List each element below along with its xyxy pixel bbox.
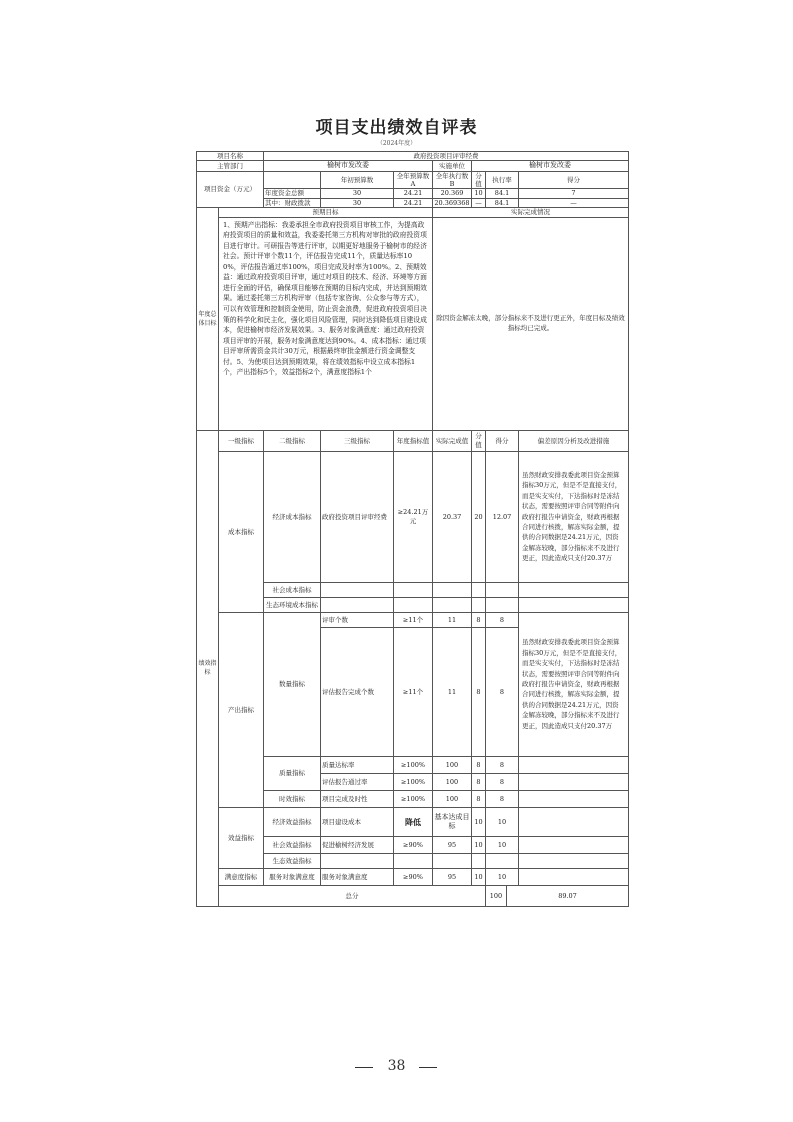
output-time-score: 8 (472, 790, 486, 807)
impl-label: 实施单位 (433, 161, 472, 171)
benefit-social-actual: 95 (433, 836, 472, 853)
output-quality-actual: 100 (433, 756, 472, 773)
output-time-actual: 100 (433, 790, 472, 807)
funds-row-exec: 20.369 (433, 189, 472, 198)
benefit-l1: 效益指标 (219, 807, 264, 868)
row-project-name (197, 152, 629, 161)
benefit-econ-annual: 降低 (394, 807, 433, 836)
output-quality-l3: 质量达标率 (321, 756, 394, 773)
row-department (197, 161, 629, 171)
output-time-l3: 项目完成及时性 (321, 790, 394, 807)
satisfaction-points: 10 (486, 868, 519, 885)
goals-expected-text: 1、预期产出指标：我委承担全市政府投资项目审核工作，为提高政府投资项目的质量和效益，我委委托第三方机构对审批的政府投资项目进行审计。可研报告等进行评审，以期更好地服务于榆树市的经济社会。预计评审个数11个，评估报告完成11个，质量达标率100%，评估报告通过率100%，项目完成及时率为100%。2、预期效益：通过政府投资项目评审，通过对项目的技术、经济、环境等方面进行全面的评估，确保项目能够在预期的目标内完成，并达到预期效果。通过委托第三方机构评审（包括专家咨询、公众参与等方式），可以有效管理和控制资金使用，防止资金浪费，促进政府投资项目决策的科学化和民主化，强化项目风险管理，同时达到降低项目建设成本，促进榆树市经济发展效果。3、服务对象满意度：通过政府投资项目评审的开展，服务对象满意度达到90%。4、成本指标：通过项目评审所需资金共计30万元，根据最终审批金额进行资金调整支付。5、为使项目达到预期效果，将在绩效指标中设立成本指标1个，产出指标5个，效益指标2个，满意度指标1个 (219, 217, 433, 430)
output-qty-score: 8 (472, 627, 486, 756)
satisfaction-l1: 满意度指标 (219, 868, 264, 885)
output-time-l2: 时效指标 (264, 790, 321, 807)
col-points: 得分 (486, 430, 519, 451)
output-time-annual: ≥100% (394, 790, 433, 807)
row-goals-body (197, 217, 629, 430)
dept-value: 榆树市发改委 (264, 161, 433, 171)
output-quality-points: 8 (486, 773, 519, 790)
cost-econ-actual: 20.37 (433, 451, 472, 582)
output-time-points: 8 (486, 790, 519, 807)
row-benefit-econ (197, 807, 629, 836)
benefit-econ-l3: 项目建设成本 (321, 807, 394, 836)
project-name-value: 政府投资项目评审经费 (264, 152, 629, 161)
row-satisfaction (197, 868, 629, 885)
col-score: 分值 (472, 430, 486, 451)
satisfaction-l2: 服务对象满意度 (264, 868, 321, 885)
funds-row-name: 年度资金总额 (264, 189, 321, 198)
funds-label: 项目资金（万元） (197, 171, 264, 208)
cost-econ-l3: 政府投资项目评审经费 (321, 451, 394, 582)
total-score: 100 (486, 885, 507, 906)
output-quality-annual: ≥100% (394, 773, 433, 790)
output-qty-l3: 评估报告完成个数 (321, 627, 394, 756)
output-quality-l3: 评估报告通过率 (321, 773, 394, 790)
col-l2: 二级指标 (264, 430, 321, 451)
cost-reason: 虽然财政安排我委此项目资金预算指标30万元，但是不是直接支付，而是实支实付，下达指标时是冻结状态，需要按照评审合同等附件向政府打报告申请资金，财政再根据合同进行核拨，解冻实际金额，提供的合同数据是24.21万元，因资金解冻较晚，部分指标来不及进行更正，因此造成只支付20.37万 (519, 451, 629, 582)
indicators-label: 绩效指标 (197, 430, 219, 906)
cost-econ-annual: ≥24.21万元 (394, 451, 433, 582)
cost-econ-l2: 经济成本指标 (264, 451, 321, 582)
funds-row-score: 10 (472, 189, 486, 198)
output-qty-actual: 11 (433, 627, 472, 756)
total-points: 89.07 (507, 885, 629, 906)
output-reason: 虽然财政安排我委此项目资金预算指标30万元，但是不是直接支付，而是实支实付，下达指标时是冻结状态，需要按照评审合同等附件向政府打报告申请资金，财政再根据合同进行核拨，解冻实际金额，提供的合同数据是24.21万元，因资金解冻较晚，部分指标来不及进行更正，因此造成只支付20.37万 (519, 612, 629, 756)
benefit-econ-actual: 基本达成目标 (433, 807, 472, 836)
dept-label: 主管部门 (197, 161, 264, 171)
satisfaction-annual: ≥90% (394, 868, 433, 885)
benefit-social-score: 10 (472, 836, 486, 853)
cost-econ-points: 12.07 (486, 451, 519, 582)
col-reason: 偏差原因分析及改进措施 (519, 430, 629, 451)
col-annual: 年度指标值 (394, 430, 433, 451)
output-qty-points: 8 (486, 612, 519, 627)
funds-row-exec: 20.369368 (434, 198, 470, 207)
row-output-qty-1 (197, 612, 629, 627)
satisfaction-actual: 95 (433, 868, 472, 885)
output-qty-annual: ≥11个 (394, 627, 433, 756)
funds-row-name: 其中：财政拨款 (264, 198, 321, 207)
benefit-econ-score: 10 (472, 807, 486, 836)
output-qty-l2: 数量指标 (264, 612, 321, 756)
impl-value: 榆树市发改委 (472, 161, 629, 171)
satisfaction-score: 10 (472, 868, 486, 885)
funds-col-score: 分值 (472, 171, 486, 189)
evaluation-table-wrapper (196, 151, 628, 907)
cost-l1: 成本指标 (219, 451, 264, 612)
row-cost-econ (197, 451, 629, 582)
cost-social-l2: 社会成本指标 (264, 582, 321, 597)
benefit-social-l2: 社会效益指标 (264, 836, 321, 853)
benefit-social-l3: 促进榆树经济发展 (321, 836, 394, 853)
goals-expected-label: 预期目标 (219, 208, 433, 217)
output-qty-l3: 评审个数 (321, 612, 394, 627)
output-quality-score: 8 (472, 756, 486, 773)
funds-col-points: 得分 (519, 171, 629, 189)
page-number: 38 (387, 1058, 406, 1074)
goals-label: 年度总体目标 (197, 208, 219, 430)
benefit-eco-l2: 生态效益指标 (264, 853, 321, 868)
benefit-econ-points: 10 (486, 807, 519, 836)
row-indicator-header (197, 430, 629, 451)
satisfaction-l3: 服务对象满意度 (321, 868, 394, 885)
output-quality-l2: 质量指标 (264, 756, 321, 790)
cost-econ-score: 20 (472, 451, 486, 582)
output-quality-actual: 100 (433, 773, 472, 790)
benefit-social-points: 10 (486, 836, 519, 853)
row-total (197, 885, 629, 906)
funds-col-full: 全年预算数A (394, 171, 433, 189)
col-l1: 一级指标 (219, 430, 264, 451)
funds-row-annual: 30 (321, 198, 394, 207)
project-name-label: 项目名称 (197, 152, 264, 161)
funds-col-annual: 年初预算数 (321, 171, 394, 189)
page-title: 项目支出绩效自评表 (315, 118, 478, 138)
row-funds-header (197, 171, 629, 189)
output-l1: 产出指标 (219, 612, 264, 807)
funds-blank (264, 171, 321, 189)
funds-col-exec: 全年执行数B (433, 171, 472, 189)
funds-row-rate: 84.1 (486, 189, 519, 198)
benefit-econ-l2: 经济效益指标 (264, 807, 321, 836)
output-qty-points: 8 (486, 627, 519, 756)
col-l3: 三级指标 (321, 430, 394, 451)
funds-row-score: — (472, 198, 486, 207)
output-qty-score: 8 (472, 612, 486, 627)
funds-row-points: 7 (519, 189, 629, 198)
evaluation-table (196, 151, 629, 907)
funds-col-rate: 执行率 (486, 171, 519, 189)
col-actual: 实际完成值 (433, 430, 472, 451)
goals-actual-text: 除因资金解冻太晚，部分指标来不及进行更正外，年度目标及绩效指标均已完成。 (433, 217, 629, 430)
total-label: 总分 (219, 885, 486, 906)
funds-row-rate: 84.1 (486, 198, 519, 207)
benefit-social-annual: ≥90% (394, 836, 433, 853)
page-number-dash-right (419, 1067, 437, 1068)
goals-actual-label: 实际完成情况 (433, 208, 629, 217)
output-qty-annual: ≥11个 (394, 612, 433, 627)
output-quality-points: 8 (486, 756, 519, 773)
report-year: （2024年度） (376, 140, 417, 147)
output-quality-score: 8 (472, 773, 486, 790)
funds-row-full: 24.21 (394, 198, 433, 207)
cost-eco-l2: 生态环境成本指标 (264, 597, 321, 612)
output-qty-actual: 11 (433, 612, 472, 627)
output-quality-annual: ≥100% (394, 756, 433, 773)
row-goals-header (197, 208, 629, 217)
funds-row-annual: 30 (321, 189, 394, 198)
funds-row-full: 24.21 (394, 189, 433, 198)
funds-row-points: — (519, 198, 629, 207)
